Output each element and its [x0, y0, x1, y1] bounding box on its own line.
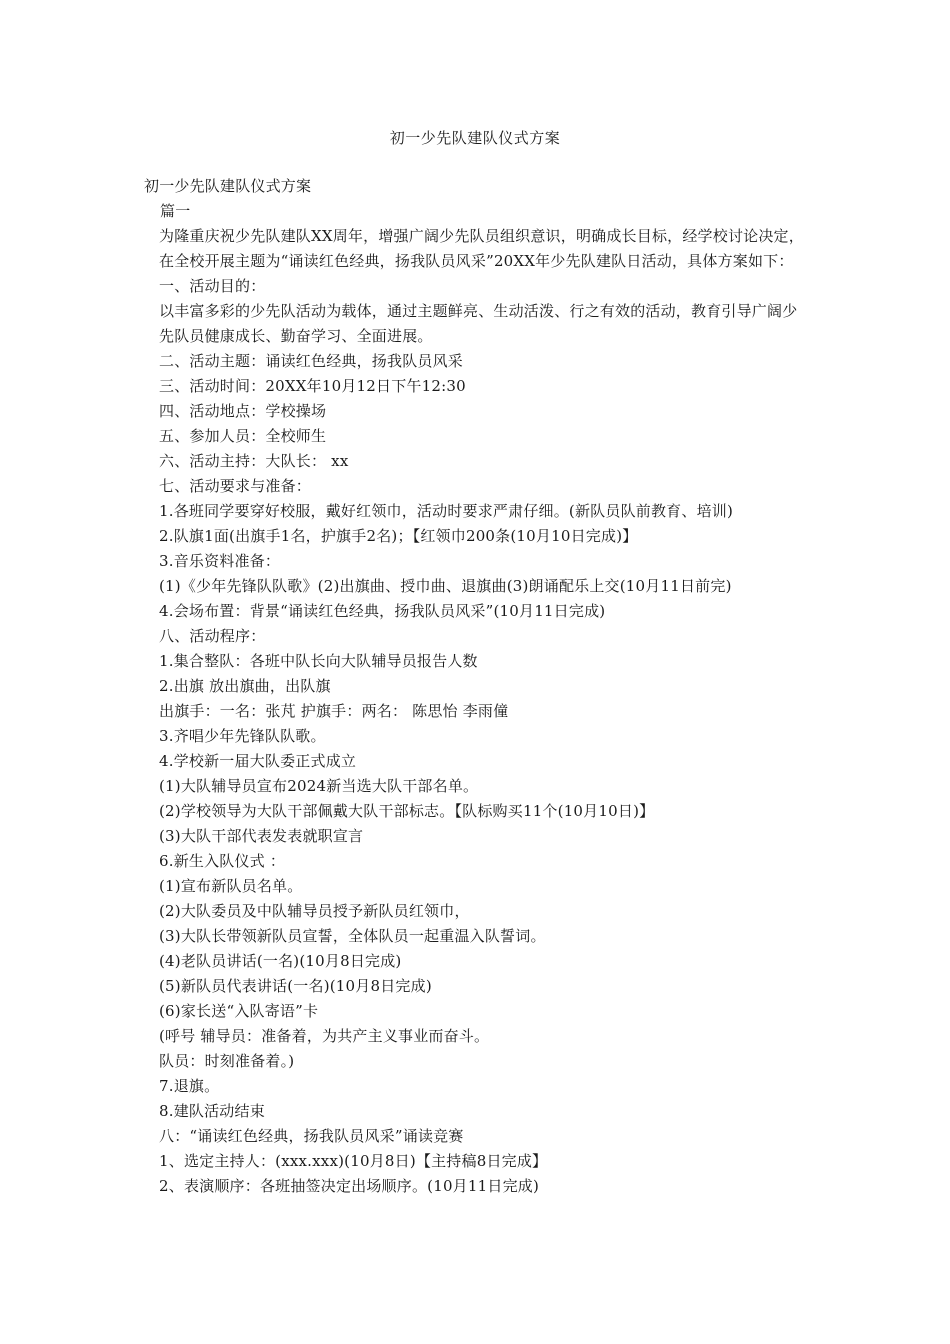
document-paragraph: 以丰富多彩的少先队活动为载体，通过主题鲜亮、生动活泼、行之有效的活动，教育引导广阔少先队员健康成长、勤奋学习、全面进展。: [159, 302, 798, 345]
document-line: 一、活动目的：: [159, 277, 266, 295]
document-line: (2)学校领导为大队干部佩戴大队干部标志。【队标购买11个(10月10日)】: [159, 802, 655, 820]
document-line: (呼号 辅导员：准备着，为共产主义事业而奋斗。: [159, 1027, 490, 1045]
document-line: 三、活动时间：20XX年10月12日下午12:30: [159, 377, 466, 395]
document-line: (2)大队委员及中队辅导员授予新队员红领巾，: [159, 902, 470, 920]
document-line: 1.集合整队：各班中队长向大队辅导员报告人数: [159, 652, 478, 670]
document-body: [144, 174, 810, 1199]
document-line: 队员：时刻准备着。): [159, 1052, 295, 1070]
document-line: (1)《少年先锋队队歌》(2)出旗曲、授巾曲、退旗曲(3)朗诵配乐上交(10月11日前完): [159, 577, 732, 595]
document-line: (6)家长送“入队寄语”卡: [159, 1002, 319, 1020]
document-line: (3)大队长带领新队员宣誓，全体队员一起重温入队誓词。: [159, 927, 546, 945]
document-line: 八：“诵读红色经典，扬我队员风采”诵读竞赛: [159, 1127, 464, 1145]
document-line: 2.出旗 放出旗曲，出队旗: [159, 677, 331, 695]
document-line: 2.队旗1面(出旗手1名，护旗手2名)；【红领巾200条(10月10日完成)】: [159, 527, 638, 545]
document-line: 8.建队活动结束: [159, 1102, 265, 1120]
document-line: 八、活动程序：: [159, 627, 266, 645]
document-line: (1)大队辅导员宣布2024新当选大队干部名单。: [159, 777, 479, 795]
document-line: (5)新队员代表讲话(一名)(10月8日完成): [159, 977, 432, 995]
document-line: (3)大队干部代表发表就职宣言: [159, 827, 364, 845]
document-line: 初一少先队建队仪式方案: [144, 177, 312, 195]
document-line: 七、活动要求与准备：: [159, 477, 312, 495]
document-line: 7.退旗。: [159, 1077, 220, 1095]
document-line: (4)老队员讲话(一名)(10月8日完成): [159, 952, 402, 970]
document-paragraph: 为隆重庆祝少先队建队XX周年，增强广阔少先队员组织意识，明确成长目标，经学校讨论决定，在全校开展主题为“诵读红色经典，扬我队员风采”20XX年少先队建队日活动，具体方案如下：: [159, 227, 804, 270]
document-line: 二、活动主题：诵读红色经典，扬我队员风采: [159, 352, 464, 370]
document-line: 3.音乐资料准备：: [159, 552, 281, 570]
document-line: 1、选定主持人：(xxx.xxx)(10月8日)【主持稿8日完成】: [159, 1152, 548, 1170]
document-line: (1)宣布新队员名单。: [159, 877, 303, 895]
document-line: 6.新生入队仪式 ：: [159, 852, 286, 870]
document-line: 3.齐唱少年先锋队队歌。: [159, 727, 326, 745]
document-title: 初一少先队建队仪式方案: [389, 129, 561, 147]
document-line: 2、表演顺序：各班抽签决定出场顺序。(10月11日完成): [159, 1177, 540, 1195]
document-line: 六、活动主持：大队长： xx: [159, 452, 349, 470]
document-line: 四、活动地点：学校操场: [159, 402, 327, 420]
document-line: 4.会场布置：背景“诵读红色经典，扬我队员风采”(10月11日完成): [159, 602, 606, 620]
document-line: 出旗手：一名：张芃 护旗手：两名： 陈思怡 李雨僮: [159, 702, 509, 720]
document-line: 4.学校新一届大队委正式成立: [159, 752, 357, 770]
document-line: 1.各班同学要穿好校服，戴好红领巾，活动时要求严肃仔细。(新队员队前教育、培训): [159, 502, 734, 520]
document-line: 五、参加人员：全校师生: [159, 427, 327, 445]
document-line: 篇一: [160, 202, 191, 220]
